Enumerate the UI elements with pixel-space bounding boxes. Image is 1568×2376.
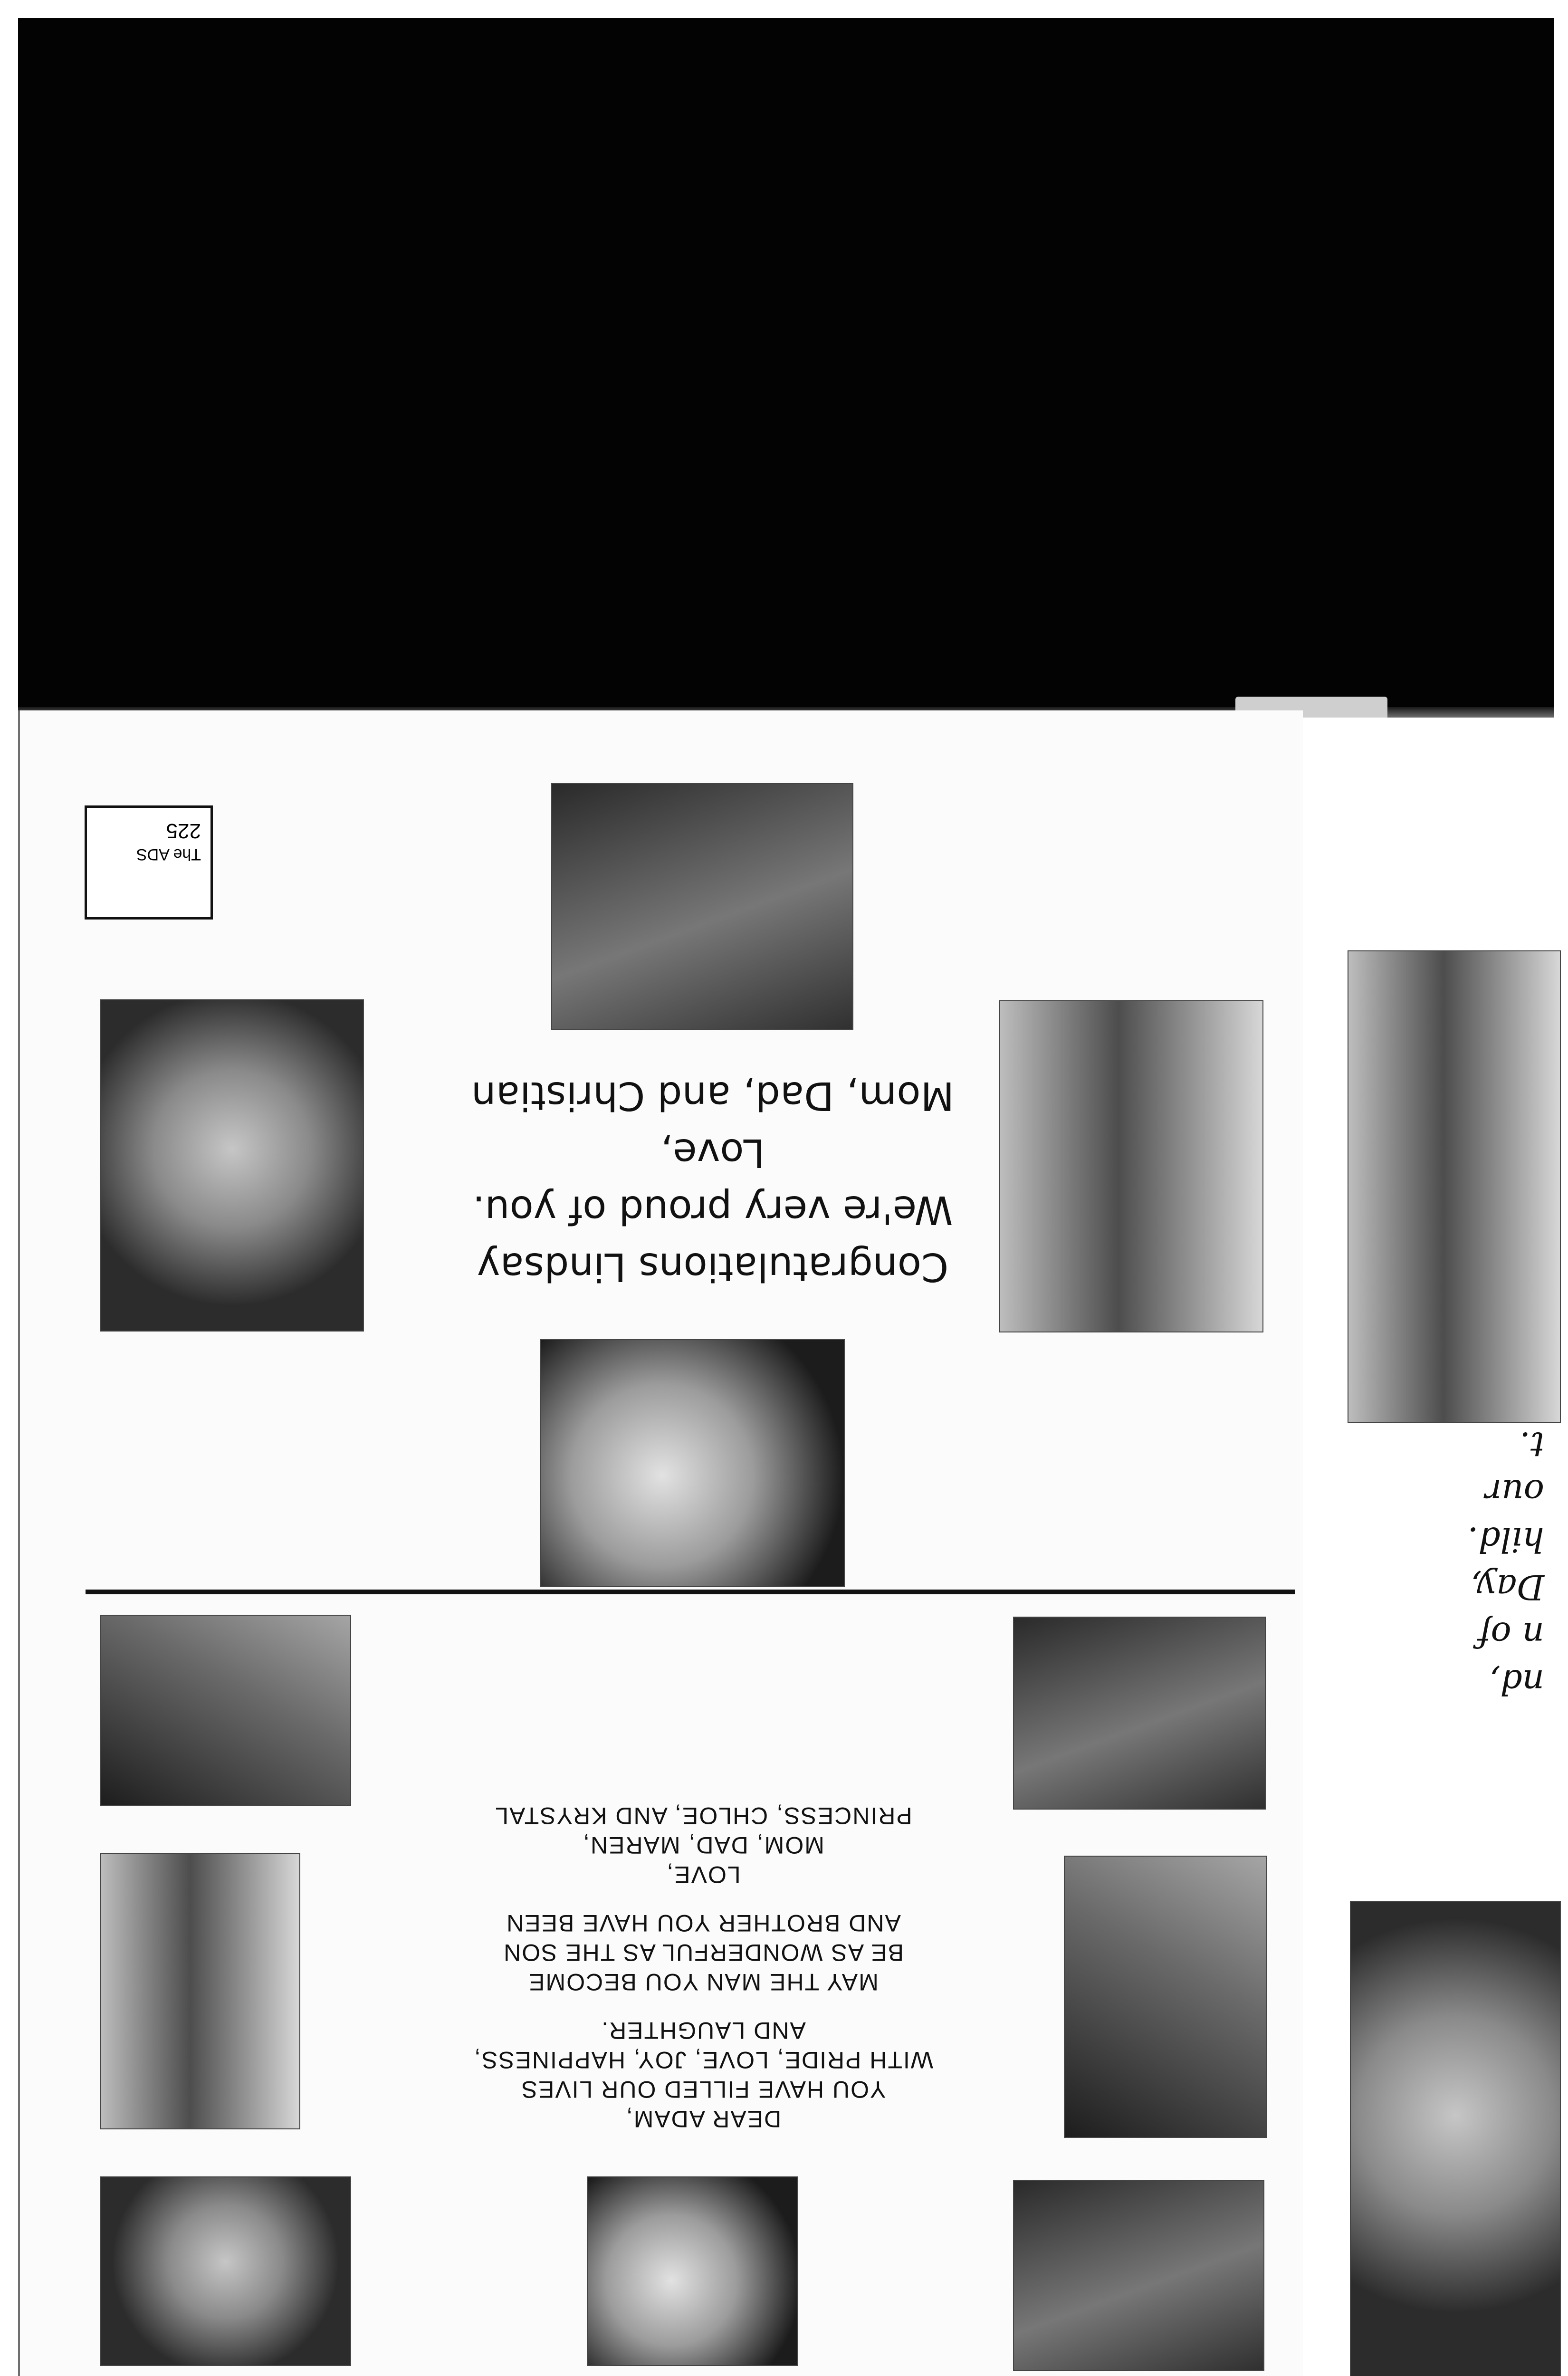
lindsay-message-line: We're very proud of you. [472, 1187, 953, 1232]
lindsay-message-line: Congratulations Lindsay [477, 1244, 949, 1289]
adjacent-text-fragment: nd, [1489, 1662, 1544, 1702]
adam-photo [100, 2176, 351, 2366]
page-number: 225 [166, 819, 201, 843]
adjacent-photo [1350, 1901, 1561, 2376]
adam-photo [1013, 1617, 1266, 1810]
adam-message [390, 1658, 1017, 2134]
adjacent-text-fragment: n of [1478, 1615, 1544, 1655]
adam-photo [1064, 1856, 1267, 2138]
adjacent-text-fragment: Day, [1471, 1567, 1544, 1607]
scanner-background [18, 18, 1554, 721]
adam-message-line: WITH PRIDE, LOVE, JOY, HAPPINESS, [473, 2047, 934, 2073]
lindsay-photo [551, 783, 853, 1030]
adam-message-line: YOU HAVE FILLED OUR LIVES [520, 2076, 886, 2103]
adam-photo [100, 1853, 300, 2129]
adam-signature-line: PRINCESS, CHLOE, AND KRYSTAL [494, 1802, 912, 1829]
adjacent-text-fragment: our [1485, 1472, 1544, 1512]
adam-message-line: MAY THE MAN YOU BECOME [528, 1969, 879, 1995]
lindsay-message [409, 1057, 1017, 1295]
adjacent-text-fragment: t. [1520, 1425, 1544, 1465]
adam-message-line: AND LAUGHTER. [601, 2017, 806, 2044]
adam-closing: LOVE, [666, 1861, 741, 1888]
stanza-gap [390, 1997, 1017, 2016]
adam-signature-line: MOM, DAD, MAREN, [582, 1832, 824, 1859]
adam-salutation: DEAR ADAM, [625, 2106, 782, 2132]
publication-label: The ADS [136, 845, 201, 863]
adam-message-line: AND BROTHER YOU HAVE BEEN [506, 1910, 901, 1936]
lindsay-photo [999, 1000, 1263, 1332]
stanza-gap [390, 1889, 1017, 1908]
adjacent-text-fragment: hild. [1467, 1520, 1544, 1560]
lindsay-message-line: Mom, Dad, and Christian [471, 1073, 955, 1118]
adam-photo [100, 1615, 351, 1806]
adjacent-photo [1348, 950, 1561, 1423]
ad-divider [86, 1590, 1295, 1594]
lindsay-message-line: Love, [660, 1130, 765, 1175]
adam-photo [587, 2176, 798, 2366]
adjacent-page-text [1392, 1425, 1544, 1706]
page-number-box [85, 805, 213, 920]
adam-photo [1013, 2180, 1264, 2371]
lindsay-photo [100, 999, 364, 1332]
lindsay-photo [540, 1339, 845, 1587]
adam-message-line: BE AS WONDERFUL AS THE SON [503, 1939, 904, 1966]
